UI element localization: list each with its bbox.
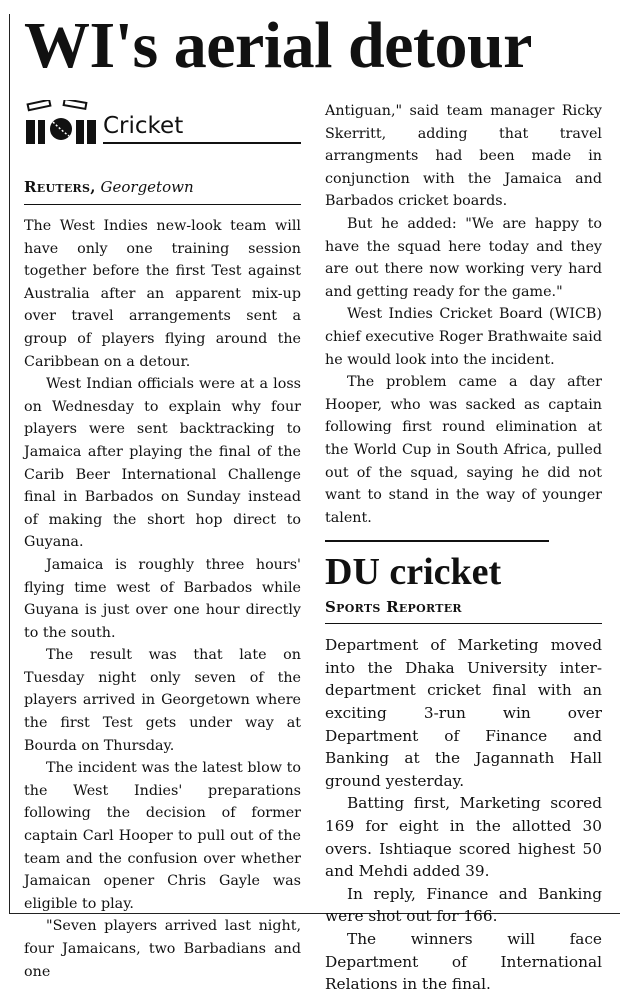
paragraph: The winners will face Department of International Relations in the final. bbox=[325, 930, 602, 994]
paragraph: But he added: "We are happy to have the squad here today and they are out there now working very hard and getting ready for the game." bbox=[325, 215, 602, 300]
paragraph: The result was that late on Tuesday night only seven of the players arrived in Georgetown where the first Test gets under way at Bourda on Thursday. bbox=[24, 647, 301, 754]
paragraph: West Indian officials were at a loss on Wednesday to explain why four players were sent backtracking to Jamaica after playing the final of the Carib Beer International Challenge final in Barbados on Sunday instead of making the short hop direct to Guyana. bbox=[24, 376, 301, 551]
paragraph: West Indies Cricket Board (WICB) chief executive Roger Brathwaite said he would look into the incident. bbox=[325, 306, 602, 368]
du-headline: DU cricket bbox=[325, 551, 502, 594]
byline-rule bbox=[24, 204, 301, 205]
section-header bbox=[24, 100, 301, 146]
paragraph: Jamaica is roughly three hours' flying time west of Barbados while Guyana is just over one hour directly to the south. bbox=[24, 556, 301, 641]
paragraph: "Seven players arrived last night, four Jamaicans, two Barbadians and one bbox=[24, 918, 301, 980]
section-title: Cricket bbox=[103, 113, 184, 139]
du-story-body bbox=[325, 634, 602, 996]
byline-place: Georgetown bbox=[100, 178, 194, 196]
paragraph: Department of Marketing moved into the Dhaka University inter-department cricket final with an exciting 3-run win over Department of Finance and Banking at the Jagannath Hall ground yesterday. bbox=[325, 636, 602, 790]
paragraph: The West Indies new-look team will have only one training session together before the first Test against Australia after an apparent mix-up over travel arrangements sent a group of players flying around the Caribbean on a detour. bbox=[24, 218, 301, 370]
paragraph: Antiguan," said team manager Ricky Skerritt, adding that travel arrangments had been made in conjunction with the Jamaica and Barbados cricket boards. bbox=[325, 103, 602, 210]
paragraph: In reply, Finance and Banking were shot out for 166. bbox=[325, 884, 602, 926]
du-byline-rule bbox=[325, 623, 602, 624]
paragraph: The problem came a day after Hooper, who was sacked as captain following first round elimination at the World Cup in South Africa, pulled out of the squad, saying he did not want to stand in the way of younger talent. bbox=[325, 374, 602, 526]
paragraph: Batting first, Marketing scored 169 for eight in the allotted 30 overs. Ishtiaque scored highest 50 and Mehdi added 39. bbox=[325, 794, 602, 881]
story-body-left bbox=[24, 215, 301, 983]
cricket-bats-ball-stumps-icon bbox=[24, 100, 98, 144]
right-column bbox=[325, 100, 602, 996]
byline-agency: Reuters, bbox=[24, 178, 96, 196]
du-byline: Sports Reporter bbox=[325, 598, 462, 617]
byline bbox=[24, 177, 301, 197]
page-left-border bbox=[9, 14, 10, 914]
paragraph: The incident was the latest blow to the West Indies' preparations following the decision of former captain Carl Hooper to pull out of the team and the confusion over whether Jamaican opener Chris Gayle was eligible to play. bbox=[24, 760, 301, 912]
section-rule bbox=[103, 142, 301, 144]
story-body-right bbox=[325, 100, 602, 529]
main-headline: WI's aerial detour bbox=[24, 9, 532, 82]
left-column bbox=[24, 100, 301, 983]
story-divider bbox=[325, 540, 549, 542]
